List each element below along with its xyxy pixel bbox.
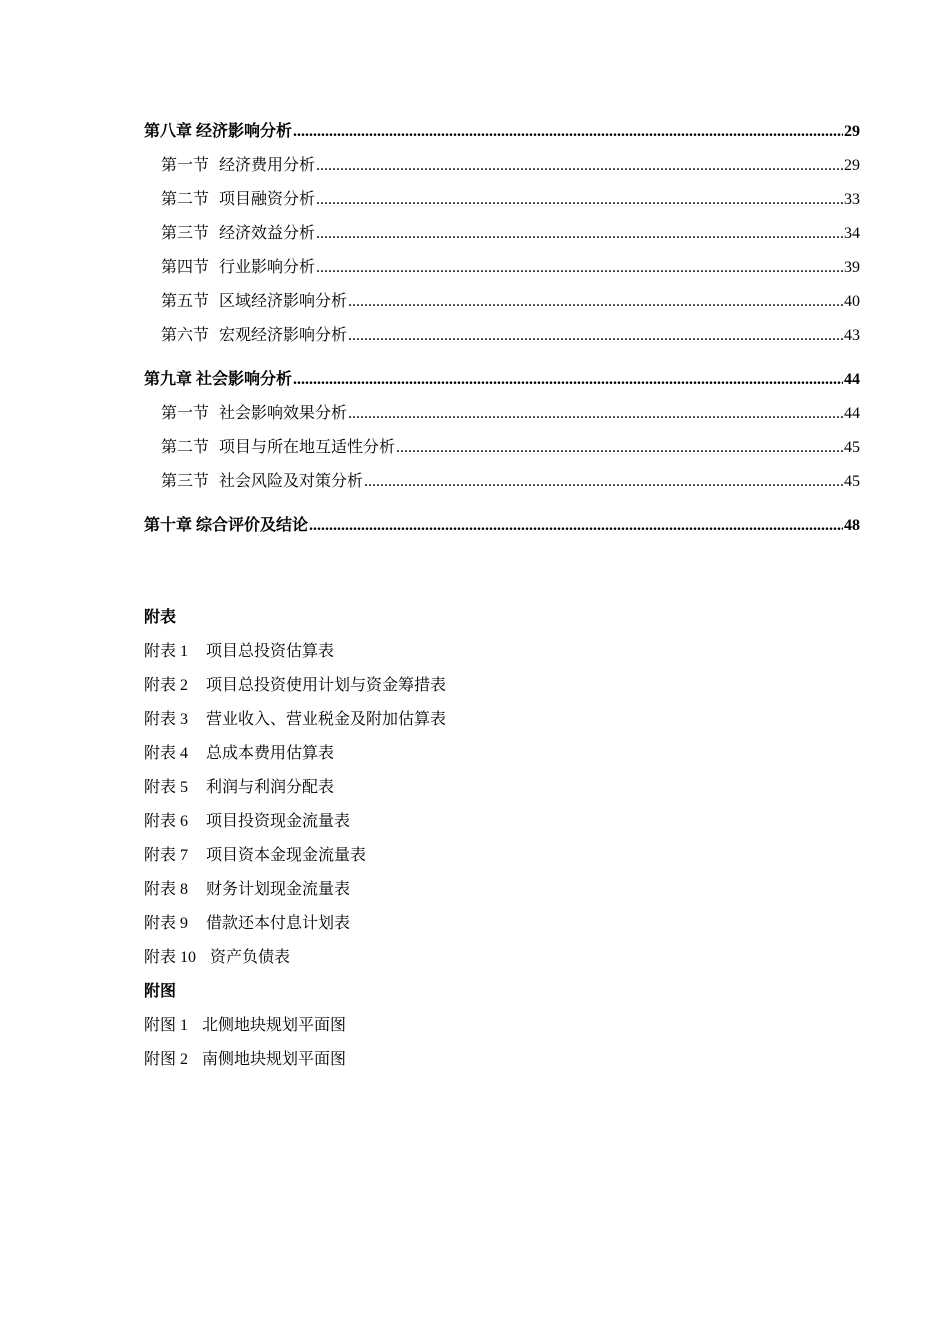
dot-leader xyxy=(316,224,843,244)
dot-leader xyxy=(348,292,843,312)
appendix-table-item xyxy=(144,676,744,710)
section-page-number: 45 xyxy=(844,473,860,490)
appendix-title: 借款还本付息计划表 xyxy=(206,915,351,932)
dot-leader xyxy=(293,122,843,142)
appendix-figure-item xyxy=(144,1050,744,1084)
section-title: 经济费用分析 xyxy=(219,157,316,174)
section-label: 第五节 xyxy=(161,293,210,310)
appendix-label: 附表 1 xyxy=(144,643,189,660)
appendix-table-item xyxy=(144,812,744,846)
section-label: 第三节 xyxy=(161,225,210,242)
toc-section[interactable] xyxy=(144,326,860,360)
appendix-label: 附表 10 xyxy=(144,949,197,966)
appendix-label: 附表 6 xyxy=(144,813,189,830)
appendix-figures-heading: 附图 xyxy=(144,983,177,1000)
section-title: 社会风险及对策分析 xyxy=(219,473,364,490)
chapter-title: 第八章 经济影响分析 xyxy=(144,123,293,140)
toc-section[interactable] xyxy=(144,438,860,472)
appendix-title: 利润与利润分配表 xyxy=(206,779,335,796)
appendix-label: 附表 4 xyxy=(144,745,189,762)
toc-section[interactable] xyxy=(144,190,860,224)
section-page-number: 34 xyxy=(844,225,860,242)
chapter-page-number: 44 xyxy=(844,371,860,388)
section-page-number: 39 xyxy=(844,259,860,276)
section-title: 宏观经济影响分析 xyxy=(219,327,348,344)
appendix-table-item xyxy=(144,744,744,778)
appendix-title: 项目资本金现金流量表 xyxy=(206,847,367,864)
section-page-number: 33 xyxy=(844,191,860,208)
appendix-title: 南侧地块规划平面图 xyxy=(202,1051,347,1068)
toc-chapter-10[interactable] xyxy=(144,516,860,550)
toc-section[interactable] xyxy=(144,224,860,258)
appendix-table-item xyxy=(144,642,744,676)
toc-section[interactable] xyxy=(144,292,860,326)
section-page-number: 45 xyxy=(844,439,860,456)
appendix-table-item xyxy=(144,948,744,982)
appendix-tables-heading: 附表 xyxy=(144,609,177,626)
appendix-title: 营业收入、营业税金及附加估算表 xyxy=(206,711,447,728)
appendix-label: 附图 2 xyxy=(144,1051,189,1068)
section-page-number: 44 xyxy=(844,405,860,422)
appendix-title: 项目总投资使用计划与资金筹措表 xyxy=(206,677,447,694)
toc-section[interactable] xyxy=(144,258,860,292)
appendix-label: 附表 2 xyxy=(144,677,189,694)
appendix-label: 附表 7 xyxy=(144,847,189,864)
dot-leader xyxy=(293,370,843,390)
appendix-figure-item xyxy=(144,1016,744,1050)
section-label: 第二节 xyxy=(161,191,210,208)
appendix-label: 附表 9 xyxy=(144,915,189,932)
appendix-table-item xyxy=(144,778,744,812)
section-title: 项目融资分析 xyxy=(219,191,316,208)
appendix-table-item xyxy=(144,710,744,744)
toc-section[interactable] xyxy=(144,156,860,190)
toc-chapter-9[interactable] xyxy=(144,370,860,404)
appendix-title: 项目投资现金流量表 xyxy=(206,813,351,830)
dot-leader xyxy=(348,404,843,424)
dot-leader xyxy=(316,258,843,278)
chapter-page-number: 48 xyxy=(844,517,860,534)
toc-chapter-8[interactable] xyxy=(144,122,860,156)
appendix-label: 附图 1 xyxy=(144,1017,189,1034)
appendix-title: 总成本费用估算表 xyxy=(206,745,335,762)
chapter-title: 第九章 社会影响分析 xyxy=(144,371,293,388)
dot-leader xyxy=(396,438,843,458)
dot-leader xyxy=(316,190,843,210)
section-label: 第一节 xyxy=(161,157,210,174)
section-page-number: 43 xyxy=(844,327,860,344)
section-title: 区域经济影响分析 xyxy=(219,293,348,310)
section-label: 第三节 xyxy=(161,473,210,490)
toc-section[interactable] xyxy=(144,472,860,506)
appendix-title: 项目总投资估算表 xyxy=(206,643,335,660)
section-label: 第一节 xyxy=(161,405,210,422)
section-label: 第二节 xyxy=(161,439,210,456)
chapter-page-number: 29 xyxy=(844,123,860,140)
section-title: 经济效益分析 xyxy=(219,225,316,242)
dot-leader xyxy=(348,326,843,346)
section-title: 社会影响效果分析 xyxy=(219,405,348,422)
section-label: 第四节 xyxy=(161,259,210,276)
section-title: 项目与所在地互适性分析 xyxy=(219,439,396,456)
appendix-title: 北侧地块规划平面图 xyxy=(202,1017,347,1034)
chapter-title: 第十章 综合评价及结论 xyxy=(144,517,309,534)
appendix-label: 附表 3 xyxy=(144,711,189,728)
section-page-number: 29 xyxy=(844,157,860,174)
dot-leader xyxy=(364,472,843,492)
section-label: 第六节 xyxy=(161,327,210,344)
appendix-table-item xyxy=(144,846,744,880)
appendix-label: 附表 5 xyxy=(144,779,189,796)
appendix-list xyxy=(144,608,744,1084)
section-title: 行业影响分析 xyxy=(219,259,316,276)
dot-leader xyxy=(316,156,843,176)
table-of-contents xyxy=(144,122,860,550)
appendix-label: 附表 8 xyxy=(144,881,189,898)
appendix-table-item xyxy=(144,880,744,914)
toc-section[interactable] xyxy=(144,404,860,438)
appendix-title: 资产负债表 xyxy=(210,949,291,966)
dot-leader xyxy=(309,516,843,536)
appendix-title: 财务计划现金流量表 xyxy=(206,881,351,898)
appendix-table-item xyxy=(144,914,744,948)
section-page-number: 40 xyxy=(844,293,860,310)
